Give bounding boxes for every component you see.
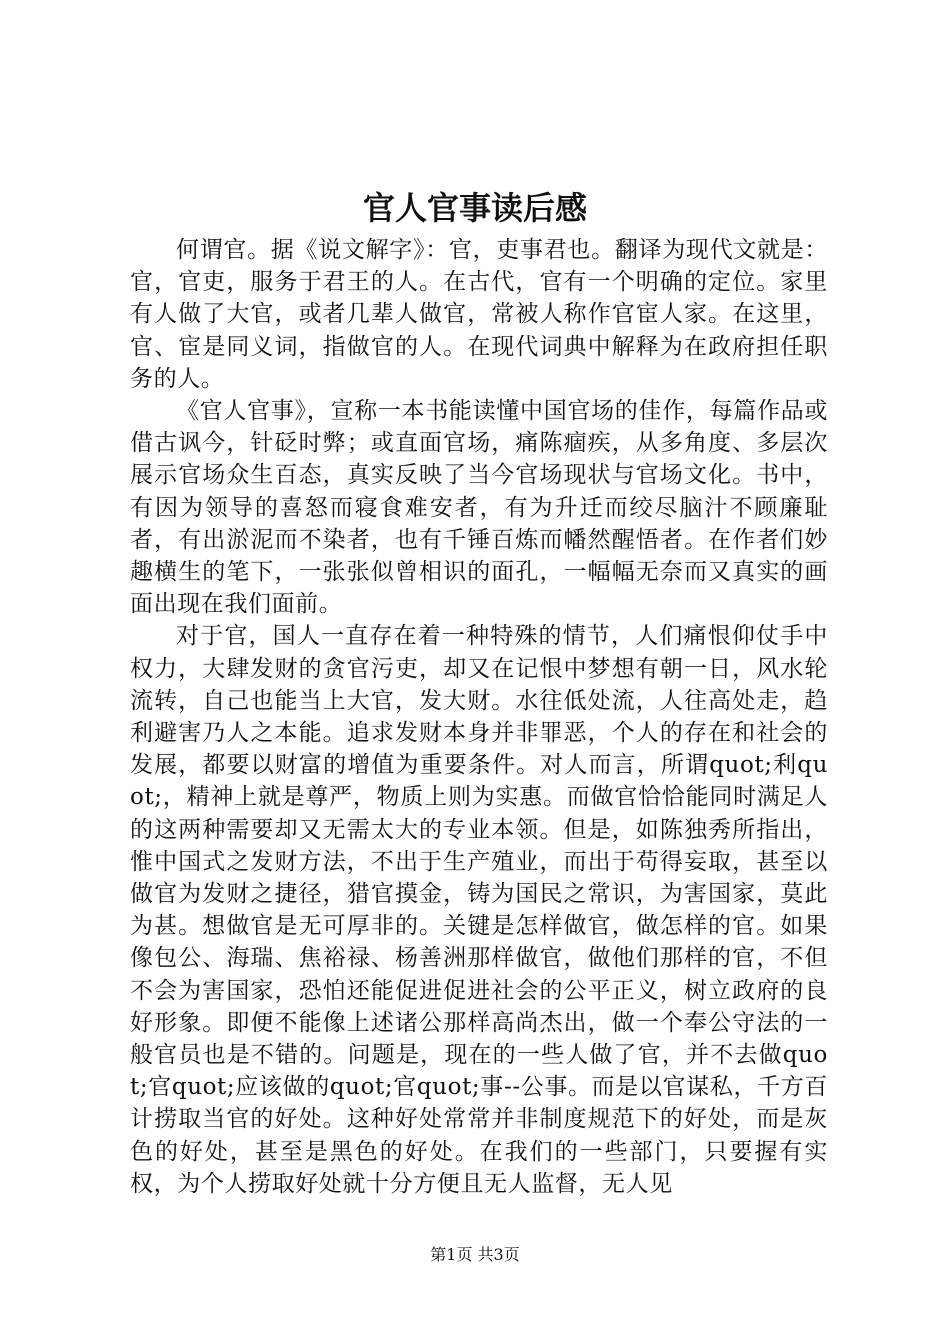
paragraph-1: 何谓官。据《说文解字》：官，吏事君也。翻译为现代文就是：官，官吏，服务于君王的人。在古代，官有一个明确的定位。家里有人做了大官，或者几辈人做官，常被人称作官宦人家。在这里，官、宦是同义词，指做官的人。在现代词典中解释为在政府担任职务的人。 (130, 237, 828, 392)
page-number-footer: 第1页 共3页 (430, 1245, 520, 1264)
paragraph-2: 《官人官事》，宣称一本书能读懂中国官场的佳作，每篇作品或借古讽今，针砭时弊；或直面官场，痛陈痼疾，从多角度、多层次展示官场众生百态，真实反映了当今官场现状与官场文化。书中，有因为领导的喜怒而寝食难安者，有为升迁而绞尽脑汁不顾廉耻者，有出淤泥而不染者，也有千锤百炼而幡然醒悟者。在作者们妙趣横生的笔下，一张张似曾相识的面孔，一幅幅无奈而又真实的画面出现在我们面前。 (130, 398, 828, 618)
document-body (130, 234, 828, 1200)
document-title: 官人官事读后感 (362, 189, 587, 227)
paragraph-3: 对于官，国人一直存在着一种特殊的情节，人们痛恨仰仗手中权力，大肆发财的贪官污吏，却又在记恨中梦想有朝一日，风水轮流转，自己也能当上大官，发大财。水往低处流，人往高处走，趋利避害乃人之本能。追求发财本身并非罪恶，个人的存在和社会的发展，都要以财富的增值为重要条件。对人而言，所谓quot;利quot;，精神上就是尊严，物质上则为实惠。而做官恰恰能同时满足人的这两种需要却又无需太大的专业本领。但是，如陈独秀所指出，惟中国式之发财方法，不出于生产殖业，而出于苟得妄取，甚至以做官为发财之捷径，猎官摸金，铸为国民之常识，为害国家，莫此为甚。想做官是无可厚非的。关键是怎样做官，做怎样的官。如果像包公、海瑞、焦裕禄、杨善洲那样做官，做他们那样的官，不但不会为害国家，恐怕还能促进促进社会的公平正义，树立政府的良好形象。即便不能像上述诸公那样高尚杰出，做一个奉公守法的一般官员也是不错的。问题是，现在的一些人做了官，并不去做quot;官quot;应该做的quot;官quot;事--公事。而是以官谋私，千方百计捞取当官的好处。这种好处常常并非制度规范下的好处，而是灰色的好处，甚至是黑色的好处。在我们的一些部门，只要握有实权，为个人捞取好处就十分方便且无人监督，无人见 (130, 623, 828, 1197)
